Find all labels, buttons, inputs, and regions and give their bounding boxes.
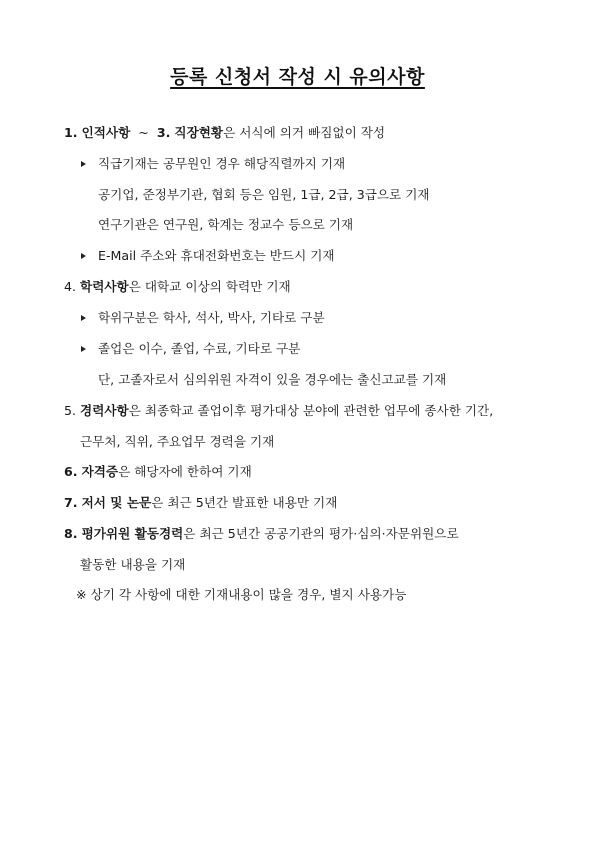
item-1-bullet-1-text: 직급기재는 공무원인 경우 해당직렬까지 기재 [98, 156, 346, 171]
triangle-bullet-icon [81, 253, 86, 259]
item-4-line [64, 279, 291, 295]
item-8-text: 은 최근 5년간 공공기관의 평가·심의·자문위원으로 [183, 526, 459, 541]
item-8-continuation: 활동한 내용을 기재 [80, 557, 186, 572]
item-7-line [64, 495, 337, 511]
item-1-bullet-2 [81, 248, 335, 264]
item-7-text: 은 최근 5년간 발표한 내용만 기재 [151, 495, 338, 510]
item-7-number: 7. [64, 495, 78, 510]
item-5-number: 5. [64, 403, 77, 418]
item-5-heading: 경력사항 [80, 403, 129, 418]
item-4-bullet-1-text: 학위구분은 학사, 석사, 박사, 기타로 구분 [98, 310, 325, 325]
item-4-number: 4. [64, 279, 77, 294]
item-6-text: 은 해당자에 한하여 기재 [118, 464, 252, 479]
item-4-continuation: 단, 고졸자로서 심의위원 자격이 있을 경우에는 출신고교를 기재 [98, 372, 447, 387]
item-1-heading: 인적사항 [81, 125, 131, 140]
triangle-bullet-icon [81, 315, 86, 321]
item-1-continuation-2: 연구기관은 연구원, 학계는 정교수 등으로 기재 [98, 217, 354, 232]
item-8-line [64, 526, 459, 542]
item-5-text: 은 최종학교 졸업이후 평가대상 분야에 관련한 업무에 종사한 기간, [128, 403, 494, 418]
item-4-heading: 학력사항 [80, 279, 129, 294]
item-4-text: 은 대학교 이상의 학력만 기재 [128, 279, 291, 294]
item-3-number: 3. [156, 125, 171, 140]
footnote: ※ 상기 각 사항에 대한 기재내용이 많을 경우, 별지 사용가능 [76, 587, 407, 602]
item-1-bullet-1 [81, 156, 345, 172]
item-6-heading: 자격증 [81, 464, 119, 479]
item-4-bullet-2 [81, 341, 300, 357]
item-4-bullet-1 [81, 310, 325, 326]
item-6-number: 6. [64, 464, 78, 479]
item-1-continuation-1: 공기업, 준정부기관, 협회 등은 임원, 1급, 2급, 3급으로 기재 [98, 187, 430, 202]
item-1-text: 은 서식에 의거 빠짐없이 작성 [223, 125, 386, 140]
item-4-bullet-2-text: 졸업은 이수, 졸업, 수료, 기타로 구분 [98, 341, 301, 356]
range-tilde: ~ [138, 125, 149, 140]
triangle-bullet-icon [81, 346, 86, 352]
item-1-bullet-2-text: E-Mail 주소와 휴대전화번호는 반드시 기재 [98, 248, 335, 263]
item-1-line [64, 125, 385, 141]
item-6-line [64, 464, 252, 480]
item-3-heading: 직장현황 [174, 125, 224, 140]
item-8-heading: 평가위원 활동경력 [81, 526, 184, 541]
document-title: 등록 신청서 작성 시 유의사항 [170, 66, 425, 88]
item-7-heading: 저서 및 논문 [81, 495, 152, 510]
triangle-bullet-icon [81, 161, 86, 167]
item-5-continuation: 근무처, 직위, 주요업무 경력을 기재 [80, 434, 275, 449]
item-5-line [64, 403, 493, 419]
item-1-number: 1. [64, 125, 78, 140]
item-8-number: 8. [64, 526, 78, 541]
